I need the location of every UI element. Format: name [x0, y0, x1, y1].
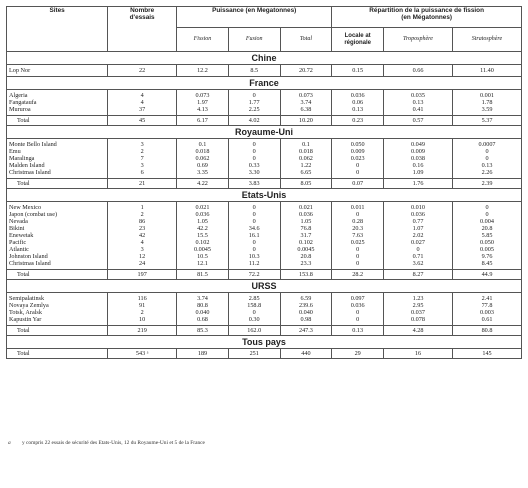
cell-locale-regionale: 0	[332, 260, 384, 270]
cell-total: 20.72	[280, 65, 332, 77]
cell-stratosphere: 0.050	[452, 239, 521, 246]
cell-fission: 4.13	[177, 106, 229, 116]
table-row	[7, 260, 522, 270]
cell-total: 31.7	[280, 232, 332, 239]
cell-fusion: 2.85	[228, 293, 280, 303]
cell-nombre-essais: 6	[108, 169, 177, 179]
cell-fission: 15.5	[177, 232, 229, 239]
total-cell-nombre-essais: 45	[108, 116, 177, 126]
total-row	[7, 349, 522, 359]
cell-site: Emu	[7, 148, 108, 155]
cell-nombre-essais: 4	[108, 99, 177, 106]
cell-site: Totsk, Aralsk	[7, 309, 108, 316]
total-row	[7, 179, 522, 189]
cell-troposphere: 3.62	[384, 260, 453, 270]
region-heading-row	[7, 77, 522, 90]
cell-fusion: 3.30	[228, 169, 280, 179]
header-sites: Sites	[7, 7, 108, 52]
region-heading-row	[7, 189, 522, 202]
cell-nombre-essais: 7	[108, 155, 177, 162]
cell-fusion: 0	[228, 90, 280, 100]
table-row	[7, 316, 522, 326]
cell-locale-regionale: 0.15	[332, 65, 384, 77]
region-heading: Royaume-Uni	[7, 126, 522, 139]
footnote	[8, 440, 205, 446]
cell-total: 3.74	[280, 99, 332, 106]
table-row	[7, 169, 522, 179]
cell-site: Pacific	[7, 239, 108, 246]
table-row	[7, 302, 522, 309]
cell-fusion: 8.5	[228, 65, 280, 77]
cell-locale-regionale: 0.28	[332, 218, 384, 225]
cell-fission: 0.073	[177, 90, 229, 100]
cell-fusion: 2.25	[228, 106, 280, 116]
cell-locale-regionale: 0.009	[332, 148, 384, 155]
total-cell-troposphere: 1.76	[384, 179, 453, 189]
table-row	[7, 232, 522, 239]
total-cell-locale-regionale: 29	[332, 349, 384, 359]
cell-total: 23.3	[280, 260, 332, 270]
total-cell-troposphere: 0.57	[384, 116, 453, 126]
cell-site: Enewetak	[7, 232, 108, 239]
total-cell-locale-regionale: 0.07	[332, 179, 384, 189]
region-heading: Tous pays	[7, 336, 522, 349]
header-repartition: Répartition de la puissance de fission (en Mégatonnes)	[332, 7, 522, 28]
total-cell-nombre-essais: 543 ᵃ	[108, 349, 177, 359]
region-heading-row	[7, 52, 522, 65]
cell-troposphere: 0.71	[384, 253, 453, 260]
cell-fission: 0.062	[177, 155, 229, 162]
total-cell-fusion: 3.83	[228, 179, 280, 189]
cell-stratosphere: 8.45	[452, 260, 521, 270]
cell-fission: 3.35	[177, 169, 229, 179]
cell-locale-regionale: 0.13	[332, 106, 384, 116]
cell-fusion: 0	[228, 202, 280, 212]
cell-nombre-essais: 23	[108, 225, 177, 232]
total-cell-fusion: 251	[228, 349, 280, 359]
table-row	[7, 99, 522, 106]
region-heading: Chine	[7, 52, 522, 65]
cell-fission: 0.018	[177, 148, 229, 155]
cell-total: 0.021	[280, 202, 332, 212]
table-row	[7, 293, 522, 303]
cell-fusion: 0.30	[228, 316, 280, 326]
cell-fission: 1.97	[177, 99, 229, 106]
cell-nombre-essais: 4	[108, 239, 177, 246]
total-cell-troposphere: 8.27	[384, 270, 453, 280]
cell-fusion: 0.33	[228, 162, 280, 169]
table-row	[7, 246, 522, 253]
cell-locale-regionale: 0	[332, 246, 384, 253]
cell-troposphere: 0.038	[384, 155, 453, 162]
table-row	[7, 139, 522, 149]
cell-stratosphere: 0.005	[452, 246, 521, 253]
cell-total: 0.98	[280, 316, 332, 326]
cell-site: Mururoa	[7, 106, 108, 116]
cell-nombre-essais: 3	[108, 162, 177, 169]
cell-total: 0.0045	[280, 246, 332, 253]
header-stratosphere: Stratosphère	[452, 28, 521, 52]
cell-site: Algeria	[7, 90, 108, 100]
cell-site: Atlantic	[7, 246, 108, 253]
total-row	[7, 116, 522, 126]
table-row	[7, 155, 522, 162]
cell-nombre-essais: 22	[108, 65, 177, 77]
cell-total: 0.018	[280, 148, 332, 155]
cell-fusion: 34.6	[228, 225, 280, 232]
cell-stratosphere: 0	[452, 155, 521, 162]
footnote-mark: a	[8, 440, 11, 446]
cell-site: Maralinga	[7, 155, 108, 162]
cell-locale-regionale: 20.3	[332, 225, 384, 232]
cell-locale-regionale: 0	[332, 253, 384, 260]
cell-fusion: 0	[228, 211, 280, 218]
cell-troposphere: 0.049	[384, 139, 453, 149]
cell-troposphere: 0.010	[384, 202, 453, 212]
cell-fission: 12.1	[177, 260, 229, 270]
cell-troposphere: 0.027	[384, 239, 453, 246]
cell-site: New Mexico	[7, 202, 108, 212]
table-row	[7, 148, 522, 155]
total-cell-fission: 81.5	[177, 270, 229, 280]
total-row	[7, 326, 522, 336]
nuclear-tests-table-container	[6, 6, 522, 359]
total-cell-total: 8.05	[280, 179, 332, 189]
table-row	[7, 65, 522, 77]
cell-stratosphere: 2.26	[452, 169, 521, 179]
header-fission: Fission	[177, 28, 229, 52]
cell-total: 6.59	[280, 293, 332, 303]
cell-fusion: 0	[228, 139, 280, 149]
cell-stratosphere: 0.0007	[452, 139, 521, 149]
cell-site: Kapustin Yar	[7, 316, 108, 326]
total-cell-stratosphere: 44.9	[452, 270, 521, 280]
total-cell-site: Total	[7, 116, 108, 126]
cell-troposphere: 0.035	[384, 90, 453, 100]
cell-fusion: 0	[228, 218, 280, 225]
region-heading-row	[7, 126, 522, 139]
total-cell-fusion: 162.0	[228, 326, 280, 336]
cell-stratosphere: 5.85	[452, 232, 521, 239]
total-cell-total: 440	[280, 349, 332, 359]
cell-stratosphere: 0.001	[452, 90, 521, 100]
cell-nombre-essais: 2	[108, 309, 177, 316]
cell-fission: 0.040	[177, 309, 229, 316]
cell-nombre-essais: 4	[108, 90, 177, 100]
header-total: Total	[280, 28, 332, 52]
cell-stratosphere: 0	[452, 211, 521, 218]
total-cell-site: Total	[7, 349, 108, 359]
cell-site: Semipalatinsk	[7, 293, 108, 303]
total-cell-stratosphere: 80.8	[452, 326, 521, 336]
total-cell-fission: 85.3	[177, 326, 229, 336]
total-row	[7, 270, 522, 280]
cell-nombre-essais: 3	[108, 139, 177, 149]
total-cell-locale-regionale: 28.2	[332, 270, 384, 280]
cell-site: Monte Bello Island	[7, 139, 108, 149]
total-cell-locale-regionale: 0.13	[332, 326, 384, 336]
cell-locale-regionale: 0	[332, 316, 384, 326]
cell-site: Novaya Zemlya	[7, 302, 108, 309]
cell-fission: 0.0045	[177, 246, 229, 253]
cell-fusion: 0	[228, 155, 280, 162]
table-row	[7, 211, 522, 218]
total-cell-site: Total	[7, 179, 108, 189]
cell-fission: 3.74	[177, 293, 229, 303]
total-cell-troposphere: 16	[384, 349, 453, 359]
cell-nombre-essais: 12	[108, 253, 177, 260]
cell-fusion: 158.8	[228, 302, 280, 309]
table-row	[7, 218, 522, 225]
cell-total: 6.65	[280, 169, 332, 179]
cell-locale-regionale: 0	[332, 211, 384, 218]
cell-stratosphere: 77.8	[452, 302, 521, 309]
cell-nombre-essais: 2	[108, 211, 177, 218]
table-body	[7, 52, 522, 359]
cell-stratosphere: 1.78	[452, 99, 521, 106]
cell-fission: 1.05	[177, 218, 229, 225]
cell-locale-regionale: 0	[332, 169, 384, 179]
cell-nombre-essais: 91	[108, 302, 177, 309]
total-cell-stratosphere: 145	[452, 349, 521, 359]
total-cell-total: 153.8	[280, 270, 332, 280]
total-cell-nombre-essais: 219	[108, 326, 177, 336]
region-heading-row	[7, 280, 522, 293]
cell-fission: 42.2	[177, 225, 229, 232]
cell-site: Japon (combat use)	[7, 211, 108, 218]
cell-total: 6.38	[280, 106, 332, 116]
cell-site: Fangataufa	[7, 99, 108, 106]
table-row	[7, 253, 522, 260]
cell-troposphere: 0.078	[384, 316, 453, 326]
cell-site: Johnston Island	[7, 253, 108, 260]
cell-total: 0.102	[280, 239, 332, 246]
cell-nombre-essais: 1	[108, 202, 177, 212]
cell-fission: 0.102	[177, 239, 229, 246]
table-row	[7, 202, 522, 212]
cell-nombre-essais: 37	[108, 106, 177, 116]
cell-site: Christmas Island	[7, 169, 108, 179]
region-heading-row	[7, 336, 522, 349]
cell-troposphere: 0.66	[384, 65, 453, 77]
total-cell-stratosphere: 2.39	[452, 179, 521, 189]
cell-fission: 0.021	[177, 202, 229, 212]
cell-stratosphere: 3.59	[452, 106, 521, 116]
footnote-text: y compris 22 essais de sécurité des Etats-Unis, 12 du Royaume-Uni et 5 de la France	[22, 440, 205, 446]
cell-troposphere: 1.09	[384, 169, 453, 179]
cell-stratosphere: 0	[452, 202, 521, 212]
table-row	[7, 225, 522, 232]
cell-nombre-essais: 24	[108, 260, 177, 270]
cell-nombre-essais: 2	[108, 148, 177, 155]
cell-fission: 10.5	[177, 253, 229, 260]
cell-locale-regionale: 0.025	[332, 239, 384, 246]
cell-locale-regionale: 0.036	[332, 90, 384, 100]
cell-stratosphere: 0.003	[452, 309, 521, 316]
cell-troposphere: 0.41	[384, 106, 453, 116]
table-row	[7, 162, 522, 169]
region-heading: URSS	[7, 280, 522, 293]
table-row	[7, 106, 522, 116]
region-heading: Etats-Unis	[7, 189, 522, 202]
cell-nombre-essais: 3	[108, 246, 177, 253]
cell-fusion: 1.77	[228, 99, 280, 106]
cell-fission: 0.69	[177, 162, 229, 169]
total-cell-site: Total	[7, 270, 108, 280]
cell-total: 0.062	[280, 155, 332, 162]
cell-total: 1.22	[280, 162, 332, 169]
cell-locale-regionale: 0.036	[332, 302, 384, 309]
total-cell-fission: 6.17	[177, 116, 229, 126]
cell-fission: 80.8	[177, 302, 229, 309]
total-cell-total: 247.3	[280, 326, 332, 336]
cell-stratosphere: 0.13	[452, 162, 521, 169]
total-cell-fission: 189	[177, 349, 229, 359]
table-row	[7, 239, 522, 246]
cell-troposphere: 2.02	[384, 232, 453, 239]
cell-fission: 0.036	[177, 211, 229, 218]
cell-stratosphere: 2.41	[452, 293, 521, 303]
cell-troposphere: 0.009	[384, 148, 453, 155]
cell-site: Lop Nor	[7, 65, 108, 77]
cell-fusion: 0	[228, 246, 280, 253]
cell-fusion: 10.3	[228, 253, 280, 260]
cell-site: Bikini	[7, 225, 108, 232]
cell-total: 20.8	[280, 253, 332, 260]
cell-troposphere: 0.77	[384, 218, 453, 225]
cell-troposphere: 0.13	[384, 99, 453, 106]
cell-fusion: 11.2	[228, 260, 280, 270]
cell-locale-regionale: 0	[332, 309, 384, 316]
cell-stratosphere: 11.40	[452, 65, 521, 77]
nuclear-tests-table	[6, 6, 522, 359]
cell-locale-regionale: 0	[332, 162, 384, 169]
total-cell-total: 10.20	[280, 116, 332, 126]
total-cell-nombre-essais: 197	[108, 270, 177, 280]
cell-site: Nevada	[7, 218, 108, 225]
header-troposphere: Troposphère	[384, 28, 453, 52]
total-cell-nombre-essais: 21	[108, 179, 177, 189]
cell-site: Malden Island	[7, 162, 108, 169]
total-cell-fusion: 72.2	[228, 270, 280, 280]
cell-locale-regionale: 0.011	[332, 202, 384, 212]
total-cell-stratosphere: 5.37	[452, 116, 521, 126]
cell-nombre-essais: 42	[108, 232, 177, 239]
cell-locale-regionale: 0.097	[332, 293, 384, 303]
cell-nombre-essais: 10	[108, 316, 177, 326]
total-cell-site: Total	[7, 326, 108, 336]
cell-stratosphere: 0	[452, 148, 521, 155]
total-cell-fission: 4.22	[177, 179, 229, 189]
cell-troposphere: 0	[384, 246, 453, 253]
cell-total: 0.036	[280, 211, 332, 218]
cell-troposphere: 1.23	[384, 293, 453, 303]
cell-troposphere: 2.95	[384, 302, 453, 309]
cell-stratosphere: 0.004	[452, 218, 521, 225]
cell-stratosphere: 20.8	[452, 225, 521, 232]
cell-total: 76.8	[280, 225, 332, 232]
cell-nombre-essais: 86	[108, 218, 177, 225]
cell-troposphere: 0.16	[384, 162, 453, 169]
table-header	[7, 7, 522, 52]
cell-locale-regionale: 0.050	[332, 139, 384, 149]
cell-fission: 12.2	[177, 65, 229, 77]
cell-total: 0.1	[280, 139, 332, 149]
table-row	[7, 309, 522, 316]
cell-fission: 0.68	[177, 316, 229, 326]
header-puissance: Puissance (en Megatonnes)	[177, 7, 332, 28]
cell-nombre-essais: 116	[108, 293, 177, 303]
cell-fusion: 0	[228, 148, 280, 155]
cell-locale-regionale: 7.63	[332, 232, 384, 239]
table-row	[7, 90, 522, 100]
region-heading: France	[7, 77, 522, 90]
cell-fusion: 16.1	[228, 232, 280, 239]
cell-fusion: 0	[228, 309, 280, 316]
cell-troposphere: 1.07	[384, 225, 453, 232]
header-nombre-essais: Nombre d'essais	[108, 7, 177, 52]
cell-troposphere: 0.036	[384, 211, 453, 218]
cell-stratosphere: 0.61	[452, 316, 521, 326]
header-fusion: Fusion	[228, 28, 280, 52]
cell-site: Christmas Island	[7, 260, 108, 270]
cell-troposphere: 0.037	[384, 309, 453, 316]
cell-fission: 0.1	[177, 139, 229, 149]
cell-stratosphere: 9.76	[452, 253, 521, 260]
cell-total: 0.073	[280, 90, 332, 100]
cell-total: 1.05	[280, 218, 332, 225]
total-cell-fusion: 4.02	[228, 116, 280, 126]
cell-locale-regionale: 0.023	[332, 155, 384, 162]
total-cell-locale-regionale: 0.23	[332, 116, 384, 126]
cell-fusion: 0	[228, 239, 280, 246]
cell-total: 0.040	[280, 309, 332, 316]
cell-total: 239.6	[280, 302, 332, 309]
total-cell-troposphere: 4.28	[384, 326, 453, 336]
header-locale-regionale: Locale at régionale	[332, 28, 384, 52]
cell-locale-regionale: 0.06	[332, 99, 384, 106]
